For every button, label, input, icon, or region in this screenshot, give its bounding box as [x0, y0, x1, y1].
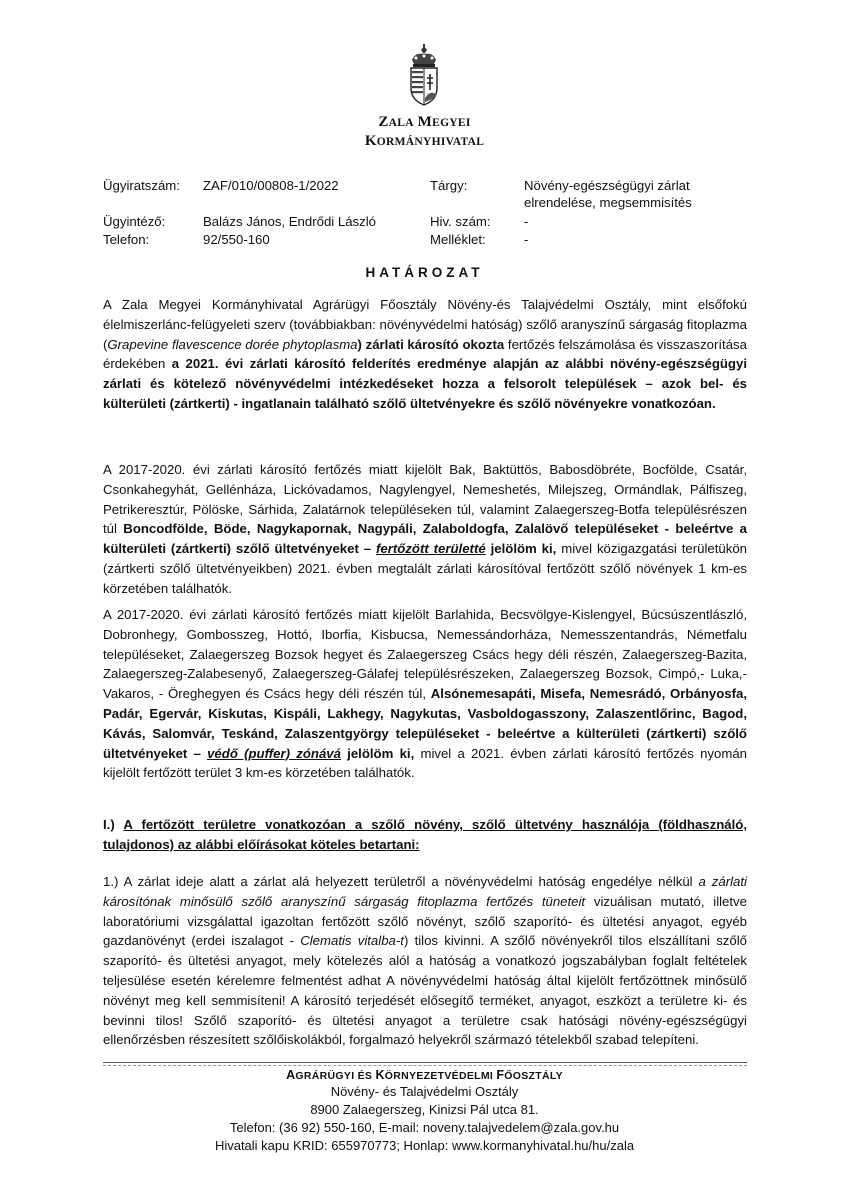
attachment-value: - — [524, 232, 529, 247]
org-name-line2: KORMÁNYHIVATAL — [364, 133, 485, 149]
document-title: HATÁROZAT — [365, 265, 484, 280]
footer-division: Növény- és Talajvédelmi Osztály — [330, 1084, 519, 1099]
footer-divider — [103, 1062, 747, 1063]
subject-value-line1: Növény-egészségügyi zárlat — [524, 178, 690, 193]
org-name-line1: ZALA MEGYEI — [378, 114, 471, 130]
subject-value-line2: elrendelése, megsemmisítés — [524, 195, 692, 210]
footer-department: AGRÁRÜGYI ÉS KÖRNYEZETVÉDELMI FŐOSZTÁLY — [286, 1068, 563, 1082]
footer-address: 8900 Zalaegerszeg, Kinizsi Pál utca 81. — [310, 1102, 539, 1117]
case-number-label: Ügyiratszám: — [103, 178, 180, 193]
case-number-value: ZAF/010/00808-1/2022 — [203, 178, 339, 193]
paragraph-infected-area: A 2017-2020. évi zárlati károsító fertőzés miatt kijelölt Bak, Baktüttös, Babosdöbréte, Bocfölde, Csatár, Csonkahegyhát, Gellénháza, Lickóvadamos, Nagylengyel, Nemeshetés, Milejszeg, Ormándlak, Pálfiszeg, Petrikeresztúr, Pölöske, Sárhida, Zalatárnok településeken túl, valamint Zalaegerszeg-Botfa településrészen túl Boncodfölde, Böde, Nagykapornak, Nagypáli, Zalaboldogfa, Zalalövő településeket - beleértve a külterületi (zártkerti) szőlő ültetvényeket – fertőzött területté jelölöm ki, mivel közigazgatási területükön (zártkerti szőlő ültetvényeikben) 2021. évben megtalált zárlati károsítóval fertőzött szőlő növények 1 km-es körzetében találhatók. — [103, 462, 748, 596]
administrator-label: Ügyintéző: — [103, 214, 166, 229]
section-heading-1: I.) A fertőzött területre vonatkozóan a szőlő növény, szőlő ültetvény használója (földhasználó, tulajdonos) az alábbi előírásokat köteles betartani: — [103, 817, 747, 852]
paragraph-rule-1: 1.) A zárlat ideje alatt a zárlat alá helyezett területről a növényvédelmi hatóság engedélye nélkül a zárlati károsítónak minősülő szőlő aranyszínű sárgaság fitoplazma fertőzés tüneteit vizuálisan mutató, illetve laboratóriumi vizsgálattal igazoltan fertőzött szőlő növényt, szőlő szaporító- és ültetési anyagot, egyéb gazdanövényt (erdei iszalagot - Clematis vitalba-t) tilos kivinni. A szőlő növényekről tilos elszállítani szőlő szaporító- és ültetési anyagot, mely kötelezés alól a hatóság a vonatkozó jogszabályban foglalt feltételek teljesülése esetén kérelemre felmentést adhat A növényvédelmi hatóság által kijelölt fertőzöttnek minősülő növényt meg kell semmisíteni! A károsító terjedését elősegítő terméket, anyagot, eszközt a területre ki- és bevinni tilos! Szőlő szaporító- és ültetési anyagot a területre csak hatósági növény-egészségügyi ellenőrzésben részesített szőlőiskolákból, forgalmazó helyekről származó tételekből szabad telepíteni. — [103, 874, 748, 1048]
footer-contact: Telefon: (36 92) 550-160, E-mail: noveny.talajvedelem@zala.gov.hu — [229, 1120, 620, 1135]
footer-web: Hivatali kapu KRID: 655970773; Honlap: www.kormanyhivatal.hu/hu/zala — [214, 1138, 635, 1153]
reference-value: - — [524, 214, 529, 229]
administrator-value: Balázs János, Endrődi László — [203, 214, 377, 229]
phone-label: Telefon: — [103, 232, 150, 247]
paragraph-buffer-zone: A 2017-2020. évi zárlati károsító fertőzés miatt kijelölt Barlahida, Becsvölgye-Kislengyel, Búcsúszentlászló, Dobronhegy, Gombosszeg, Hottó, Iborfia, Kisbucsa, Nemessándorháza, Nemesszentandrás, Németfalu településeket, Zalaegerszeg Bozsok hegyet és Zalaegerszeg Csács hegy déli részén, Zalaegerszeg-Bazita, Zalaegerszeg-Zalabesenyő, Zalaegerszeg-Gálafej településrészeken, Zalaegerszeg Bozsok, Cimpó,- Luka,- Vakaros, - Öreghegyen és Csács hegy déli részén túl, Alsónemesapáti, Misefa, Nemesrádó, Orbányosfa, Padár, Egervár, Kiskutas, Kispáli, Lakhegy, Nagykutas, Vasboldogasszony, Zalaszentlőrinc, Bagod, Kávás, Salomvár, Teskánd, Zalaszentgyörgy településeket - beleértve a külterületi (zártkerti) szőlő ültetvényeket – védő (puffer) zónává jelölöm ki, mivel a 2021. évben zárlati károsító fertőzés nyomán kijelölt fertőzött terület 3 km-es körzetében találhatók. — [103, 607, 748, 781]
attachment-label: Melléklet: — [430, 232, 486, 247]
reference-label: Hiv. szám: — [430, 214, 491, 229]
coat-of-arms-icon — [403, 44, 445, 106]
paragraph-intro: A Zala Megyei Kormányhivatal Agrárügyi Főosztály Növény-és Talajvédelmi Osztály, mint elsőfokú élelmiszerlánc-felügyeleti szerv (továbbiakban: növényvédelmi hatóság) szőlő aranyszínű sárgaság fitoplazma (Grapevine flavescence dorée phytoplasma) zárlati károsító okozta fertőzés felszámolása és visszaszorítása érdekében a 2021. évi zárlati károsító felderítés eredménye alapján az alábbi növény-egészségügyi zárlati és kötelező növényvédelmi intézkedéseket hozza a felsorolt települések – azok bel- és külterületi (zártkerti) - ingatlanain található szőlő ültetvényekre és szőlő növényekre vonatkozóan. — [103, 297, 747, 411]
phone-value: 92/550-160 — [203, 232, 270, 247]
subject-label: Tárgy: — [430, 178, 468, 193]
